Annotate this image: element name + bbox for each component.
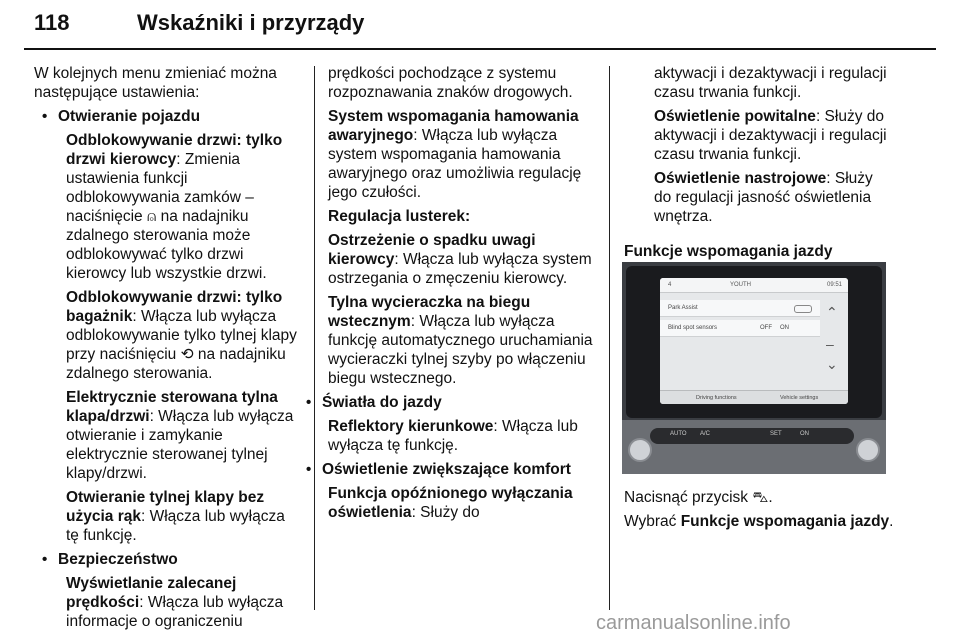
column-3	[624, 64, 892, 261]
watermark: carmanualsonline.info	[596, 612, 791, 634]
section-heading: Funkcje wspomagania jazdy	[624, 243, 833, 260]
page-header	[24, 8, 936, 52]
tab-driving-functions[interactable]: Driving functions	[696, 395, 737, 401]
key-unlock-icon: ⍝	[147, 208, 157, 225]
setting-handsfree-tailgate: Otwieranie tylnej klapy bez użycia rąk: Włącza lub wyłącza tę funkcję.	[66, 489, 285, 544]
setting-driver-attention: Ostrzeżenie o spadku uwagi kierowcy: Włącza lub wyłącza system ostrzegania o zmęczeniu kierowcy.	[328, 232, 592, 287]
caption-press-button: Nacisnąć przycisk ⛍.	[624, 489, 773, 506]
settings-row-park-assist[interactable]: Park Assist	[660, 300, 820, 317]
column-divider	[609, 66, 610, 610]
setting-unlock-driver: Odblokowywanie drzwi: tylko drzwi kierowcy: Zmienia ustawienia funkcji odblokowywania zamków – naciśnięcie ⍝ na nadajniku zdalnego sterowania może odblokowywać tylko drzwi kierowcy lub wszystkie drzwi.	[66, 132, 283, 282]
setting-ambient-lighting: Oświetlenie nastrojowe: Służy do regulacji jasność oświetlenia wnętrza.	[654, 170, 873, 225]
volume-knob[interactable]	[628, 438, 652, 462]
console-button-row	[650, 428, 854, 444]
column-divider	[314, 66, 315, 610]
bullet-driving-lights: • Światła do jazdy	[298, 393, 600, 412]
bullet-safety: • Bezpieczeństwo	[34, 550, 302, 569]
page-number: 118	[34, 10, 70, 35]
column-1	[34, 64, 302, 636]
settings-row-blind-spot[interactable]: Blind spot sensors OFF ON	[660, 320, 820, 337]
continued-text: aktywacji i dezaktywacji i regulacji czasu trwania funkcji.	[654, 65, 887, 101]
temperature-knob[interactable]	[856, 438, 880, 462]
setting-welcome-lighting: Oświetlenie powitalne: Służy do aktywacji i dezaktywacji i regulacji czasu trwania funkcji.	[654, 108, 887, 163]
screen-tabs	[660, 390, 848, 404]
status-bar: 4 YOUTH 09:51	[660, 278, 848, 293]
page-title: Wskaźniki i przyrządy	[137, 10, 365, 35]
caption-select-menu: Wybrać Funkcje wspomagania jazdy.	[624, 513, 894, 530]
chevron-up-icon[interactable]: ⌃	[826, 304, 838, 320]
infotainment-photo	[622, 262, 886, 474]
setting-exit-lighting: Funkcja opóźnionego wyłączania oświetlenia: Służy do	[328, 485, 573, 521]
tab-vehicle-settings[interactable]: Vehicle settings	[780, 395, 819, 401]
bullet-comfort-lighting: • Oświetlenie zwiększające komfort	[298, 460, 600, 479]
bullet-vehicle-opening: • Otwieranie pojazdu	[34, 107, 302, 126]
setting-unlock-trunk: Odblokowywanie drzwi: tylko bagażnik: Włącza lub wyłącza odblokowywanie tylko tylnej klapy przy naciśnięciu ⟲ na nadajniku zdalnego sterowania.	[66, 289, 297, 382]
tailgate-icon: ⟲	[180, 346, 194, 363]
console-button-on[interactable]: ON	[800, 431, 809, 437]
setting-adaptive-headlights: Reflektory kierunkowe: Włącza lub wyłącza tę funkcję.	[328, 418, 578, 454]
console-button-auto[interactable]: AUTO	[670, 431, 687, 437]
display-screen	[660, 278, 848, 404]
continued-text: prędkości pochodzące z systemu rozpoznawania znaków drogowych.	[328, 65, 573, 101]
console-button-ac[interactable]: A/C	[700, 431, 711, 437]
photo-captions	[624, 488, 914, 536]
console-button-set[interactable]: SET	[770, 431, 782, 437]
column-2	[322, 64, 600, 527]
setting-emergency-braking: System wspomagania hamowania awaryjnego: Włącza lub wyłącza system wspomagania hamowania awaryjnego oraz umożliwia regulację jego czułości.	[328, 108, 582, 201]
toggle-icon	[794, 305, 812, 313]
setting-rear-wiper: Tylna wycieraczka na biegu wstecznym: Włącza lub wyłącza funkcję automatycznego uruchamiania wycieraczki tylnej szyby po włączeniu biegu wstecznego.	[328, 294, 593, 387]
minus-icon[interactable]: –	[826, 336, 834, 352]
setting-mirror-adjust: Regulacja lusterek:	[328, 208, 471, 225]
car-settings-icon: ⛍	[752, 489, 769, 506]
setting-power-tailgate: Elektrycznie sterowana tylna klapa/drzwi: Włącza lub wyłącza otwieranie i zamykanie elektrycznie sterowanej tylnej klapy/drzwi.	[66, 389, 294, 482]
chevron-down-icon[interactable]: ⌄	[826, 356, 838, 372]
header-rule	[24, 48, 936, 50]
intro-text: W kolejnych menu zmieniać można następujące ustawienia:	[34, 65, 277, 101]
setting-speed-recommendation: Wyświetlanie zalecanej prędkości: Włącza lub wyłącza informacje o ograniczeniu	[66, 575, 284, 630]
